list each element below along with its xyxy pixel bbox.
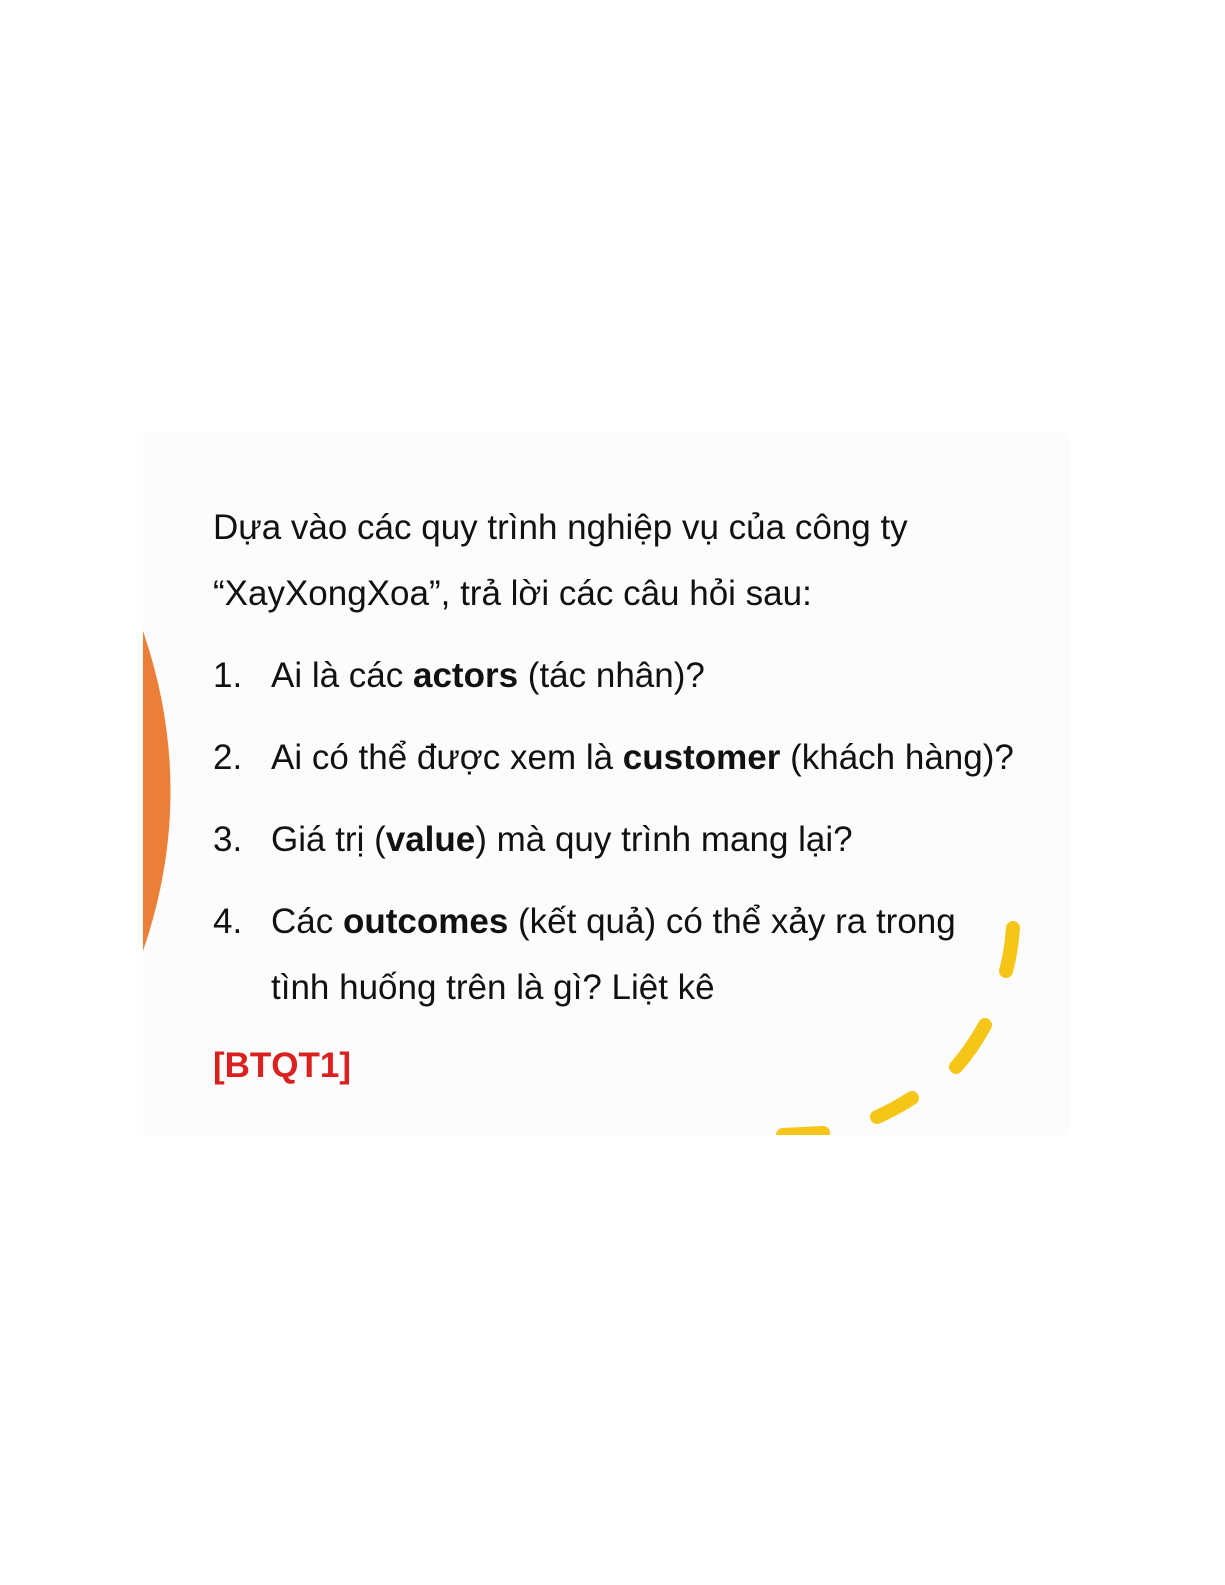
question-keyword: customer — [622, 738, 781, 777]
intro-paragraph: Dựa vào các quy trình nghiệp vụ của công ty “XayXongXoa”, trả lời các câu hỏi sau: — [213, 508, 908, 613]
question-keyword: actors — [413, 656, 519, 695]
question-item: 2. Ai có thể được xem là customer (khách hàng)? — [213, 725, 1063, 791]
exercise-code: [BTQT1] — [213, 1046, 352, 1085]
question-number: 1. — [213, 656, 243, 695]
slide — [143, 433, 1070, 1135]
question-keyword: value — [385, 820, 476, 859]
question-number: 2. — [213, 738, 243, 777]
orange-arc — [143, 631, 171, 951]
question-number: 4. — [213, 902, 243, 941]
question-item: 1. Ai là các actors (tác nhân)? — [213, 643, 1063, 709]
question-item: 4. Các outcomes (kết quả) có thể xảy ra trong tình huống trên là gì? Liệt kê — [213, 889, 1063, 1021]
exercise-text — [213, 495, 1063, 1099]
question-number: 3. — [213, 820, 243, 859]
question-keyword: outcomes — [342, 902, 509, 941]
question-item: 3. Giá trị (value) mà quy trình mang lại? — [213, 807, 1063, 873]
question-list — [213, 643, 1063, 1021]
